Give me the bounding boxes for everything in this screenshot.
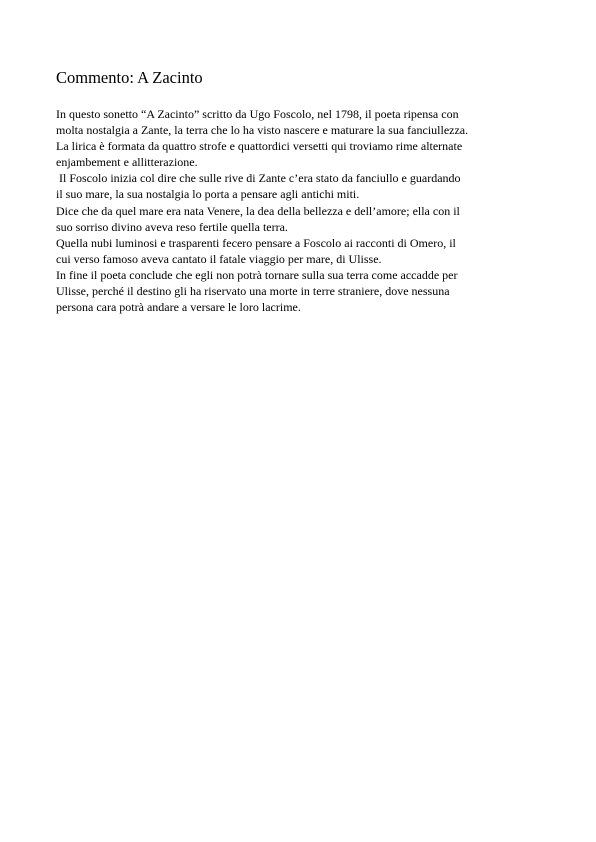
body-line: La lirica è formata da quattro strofe e quattordici versetti qui troviamo rime alternate [56, 139, 463, 154]
body-line: Dice che da quel mare era nata Venere, la dea della bellezza e dell’amore; ella con il [56, 203, 460, 218]
body-line: enjambement e allitterazione. [56, 155, 198, 170]
body-line: Il Foscolo inizia col dire che sulle rive di Zante c’era stato da fanciullo e guardando [56, 171, 461, 186]
body-line: suo sorriso divino aveva reso fertile quella terra. [56, 219, 288, 234]
body-line: il suo mare, la sua nostalgia lo porta a pensare agli antichi miti. [56, 187, 360, 202]
body-line: Quella nubi luminosi e trasparenti fecero pensare a Foscolo ai racconti di Omero, il [56, 235, 456, 250]
document-title: Commento: A Zacinto [56, 68, 203, 87]
body-line: Ulisse, perché il destino gli ha riservato una morte in terre straniere, dove nessuna [56, 284, 450, 299]
document-body [56, 106, 546, 315]
body-line: persona cara potrà andare a versare le loro lacrime. [56, 300, 301, 315]
body-line: molta nostalgia a Zante, la terra che lo ha visto nascere e maturare la sua fanciullezza. [56, 123, 469, 138]
body-line: cui verso famoso aveva cantato il fatale viaggio per mare, di Ulisse. [56, 251, 382, 266]
body-line: In fine il poeta conclude che egli non potrà tornare sulla sua terra come accadde per [56, 267, 458, 282]
body-line: In questo sonetto “A Zacinto” scritto da Ugo Foscolo, nel 1798, il poeta ripensa con [56, 107, 459, 121]
document-page [56, 68, 546, 315]
